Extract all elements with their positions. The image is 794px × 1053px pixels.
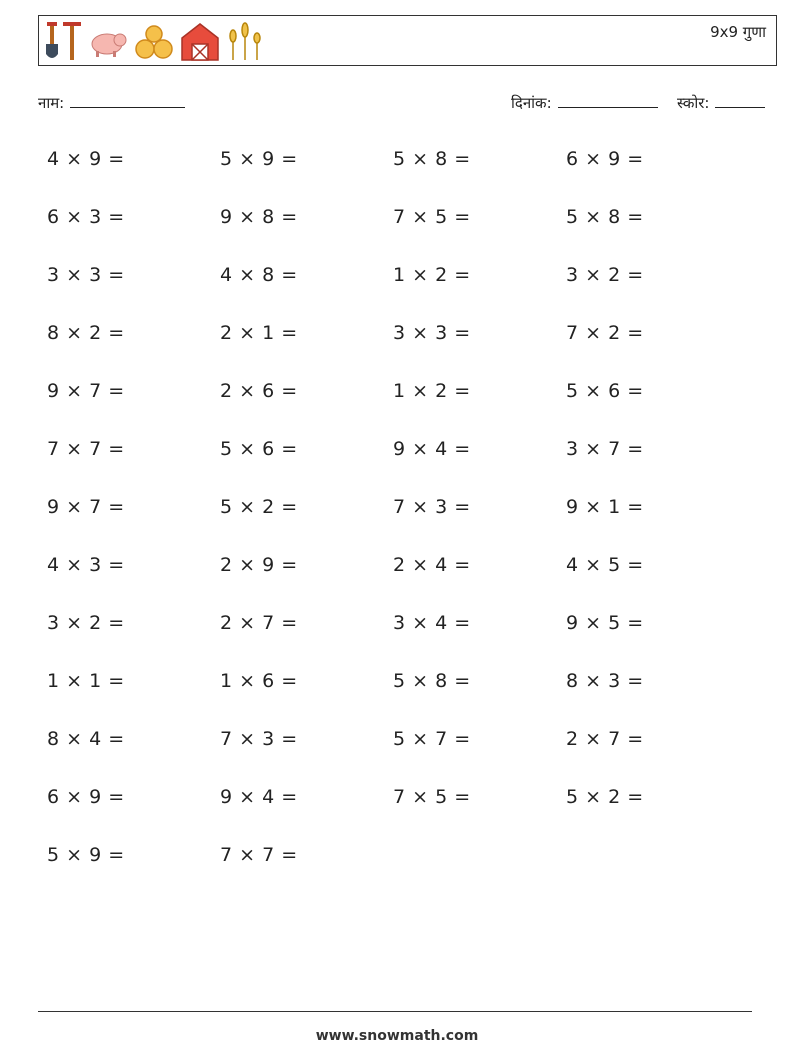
problem-item: 1 × 6 = [220,670,298,692]
problem-item: 5 × 9 = [220,148,298,170]
score-label: स्कोर: [677,94,710,112]
problem-item: 1 × 1 = [47,670,125,692]
name-blank[interactable] [70,93,185,108]
problem-item: 9 × 8 = [220,206,298,228]
barn-icon [179,20,221,62]
name-field[interactable] [38,93,185,113]
footer-site: www.snowmath.com [315,1028,479,1044]
rake-icon [61,20,83,62]
pig-icon [87,20,129,62]
problem-item: 5 × 2 = [566,786,644,808]
problem-item: 5 × 8 = [393,670,471,692]
problem-item: 5 × 2 = [220,496,298,518]
problem-item: 7 × 3 = [393,496,471,518]
footer-divider [38,1011,752,1012]
name-label: नाम: [38,94,65,112]
problem-item: 7 × 3 = [220,728,298,750]
worksheet-header [38,15,777,66]
wheat-icon [225,20,265,62]
date-label: दिनांक: [511,94,552,112]
problem-item: 9 × 4 = [220,786,298,808]
problem-item: 3 × 2 = [47,612,125,634]
problem-item: 4 × 8 = [220,264,298,286]
problem-item: 7 × 7 = [220,844,298,866]
problem-item: 7 × 5 = [393,206,471,228]
problem-item: 8 × 2 = [47,322,125,344]
problem-item: 9 × 1 = [566,496,644,518]
problem-item: 5 × 9 = [47,844,125,866]
problem-item: 5 × 8 = [393,148,471,170]
shovel-icon [43,20,61,62]
problem-item: 6 × 9 = [566,148,644,170]
problem-item: 2 × 7 = [566,728,644,750]
problem-item: 1 × 2 = [393,380,471,402]
problem-item: 3 × 4 = [393,612,471,634]
problem-item: 6 × 9 = [47,786,125,808]
problem-item: 5 × 6 = [220,438,298,460]
problem-item: 3 × 7 = [566,438,644,460]
problem-item: 2 × 6 = [220,380,298,402]
score-field[interactable] [677,93,765,113]
problem-item: 1 × 2 = [393,264,471,286]
problem-item: 9 × 7 = [47,380,125,402]
problem-item: 9 × 7 = [47,496,125,518]
problem-item: 7 × 2 = [566,322,644,344]
problem-item: 2 × 7 = [220,612,298,634]
score-blank[interactable] [715,93,765,108]
problem-item: 5 × 6 = [566,380,644,402]
problem-item: 3 × 3 = [393,322,471,344]
problem-item: 2 × 4 = [393,554,471,576]
hay-bales-icon [135,20,173,62]
problem-item: 3 × 2 = [566,264,644,286]
problem-item: 5 × 7 = [393,728,471,750]
problem-item: 6 × 3 = [47,206,125,228]
problem-item: 5 × 8 = [566,206,644,228]
problem-item: 4 × 9 = [47,148,125,170]
worksheet-title: 9x9 गुणा [710,23,766,41]
date-field[interactable] [511,93,658,113]
problem-item: 8 × 4 = [47,728,125,750]
problem-item: 2 × 9 = [220,554,298,576]
problem-item: 3 × 3 = [47,264,125,286]
problem-item: 4 × 5 = [566,554,644,576]
problem-item: 7 × 7 = [47,438,125,460]
date-blank[interactable] [558,93,658,108]
problem-item: 4 × 3 = [47,554,125,576]
problem-item: 8 × 3 = [566,670,644,692]
problem-item: 9 × 5 = [566,612,644,634]
problem-item: 7 × 5 = [393,786,471,808]
problem-item: 2 × 1 = [220,322,298,344]
problem-item: 9 × 4 = [393,438,471,460]
